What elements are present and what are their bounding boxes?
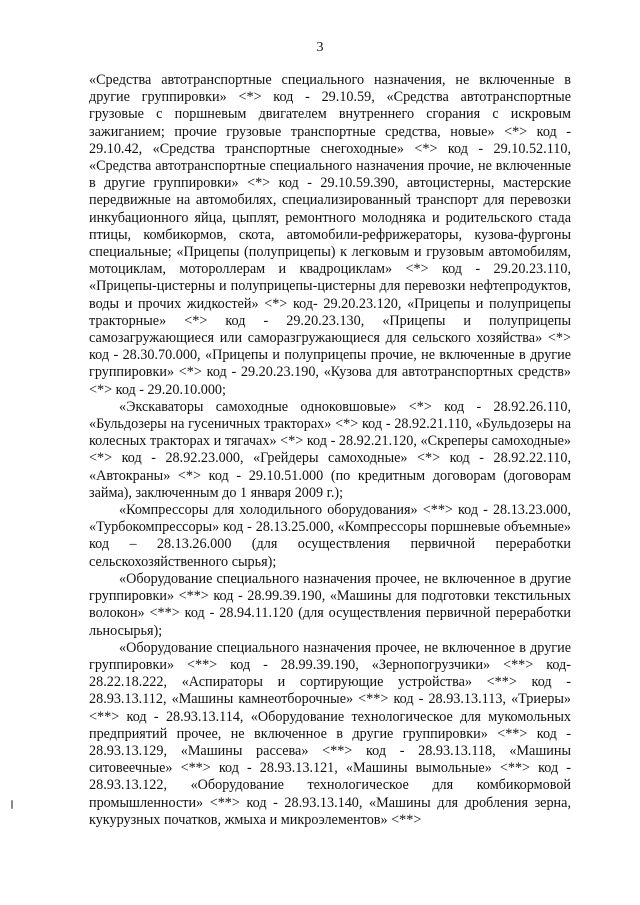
document-body [89,72,571,829]
paragraph-textile-equipment: «Оборудование специального назначения прочее, не включенное в другие группировки» <**> код - 28.99.39.190, «Машины для подготовки текстильных волокон» <**> код - 28.94.11.120 (для осуществления первичной переработки льносырья); [89,570,571,639]
paragraph-construction-machinery: «Экскаваторы самоходные одноковшовые» <*> код - 28.92.26.110, «Бульдозеры на гусеничных тракторах» <*> код - 28.92.21.110, «Бульдозеры на колесных тракторах и тягачах» <*> код - 28.92.21.120, «Скреперы самоходные» <*> код - 28.92.23.000, «Грейдеры самоходные» <*> код - 28.92.22.110, «Автокраны» <*> код - 29.10.51.000 (по кредитным договорам (договорам займа), заключенным до 1 января 2009 г.); [89,398,571,501]
page-number: 3 [316,40,324,55]
paragraph-milling-equipment: «Оборудование специального назначения прочее, не включенное в другие группировки» <**> код - 28.99.39.190, «Зернопогрузчики» <**> код- 28.22.18.222, «Аспираторы и сортирующие устройства» <**> код - 28.93.13.112, «Машины камнеотборочные» <**> код - 28.93.13.113, «Триеры» <**> код - 28.93.13.114, «Оборудование технологическое для мукомольных предприятий прочее, не включенное в другие группировки» <**> код - 28.93.13.129, «Машины рассева» <**> код - 28.93.13.118, «Машины ситовеечные» <**> код - 28.93.13.121, «Машины вымольные» <**> код - 28.93.13.122, «Оборудование технологическое для комбикормовой промышленности» <**> код - 28.93.13.140, «Машины для дробления зерна, кукурузных початков, жмыха и микроэлементов» <**> [89,639,571,828]
paragraph-compressors: «Компрессоры для холодильного оборудования» <**> код - 28.13.23.000, «Турбокомпрессоры» код - 28.13.25.000, «Компрессоры поршневые объемные» код – 28.13.26.000 (для осуществления первичной переработки сельскохозяйственного сырья); [89,502,571,570]
paragraph-vehicles: «Средства автотранспортные специального назначения, не включенные в другие группировки» <*> код - 29.10.59, «Средства автотранспортные грузовые с поршневым двигателем внутреннего сгорания с искровым зажиганием; прочие грузовые транспортные средства, новые» <*> код - 29.10.42, «Средства транспортные снегоходные» <*> код - 29.10.52.110, «Средства автотранспортные специального назначения прочие, не включенные в другие группировки» <*> код - 29.10.59.390, автоцистерны, мастерские передвижные на автомобилях, специализированный транспорт для перевозки инкубационного яйца, цыплят, ремонтного молодняка и родительского стада птицы, комбикормов, скота, автомобили-рефрижераторы, кузова-фургоны специальные; «Прицепы (полуприцепы) к легковым и грузовым автомобилям, мотоциклам, мотороллерам и квадроциклам» <*> код - 29.20.23.110, «Прицепы-цистерны и полуприцепы-цистерны для перевозки нефтепродуктов, воды и прочих жидкостей» <*> код- 29.20.23.120, «Прицепы и полуприцепы тракторные» <*> код - 29.20.23.130, «Прицепы и полуприцепы самозагружающиеся или саморазгружающиеся для сельского хозяйства» <*> код - 28.30.70.000, «Прицепы и полуприцепы прочие, не включенные в другие группировки» <*> код - 29.20.23.190, «Кузова для автотранспортных средств» <*> код - 29.20.10.000; [89,72,571,398]
scan-artifact-mark [11,800,13,809]
